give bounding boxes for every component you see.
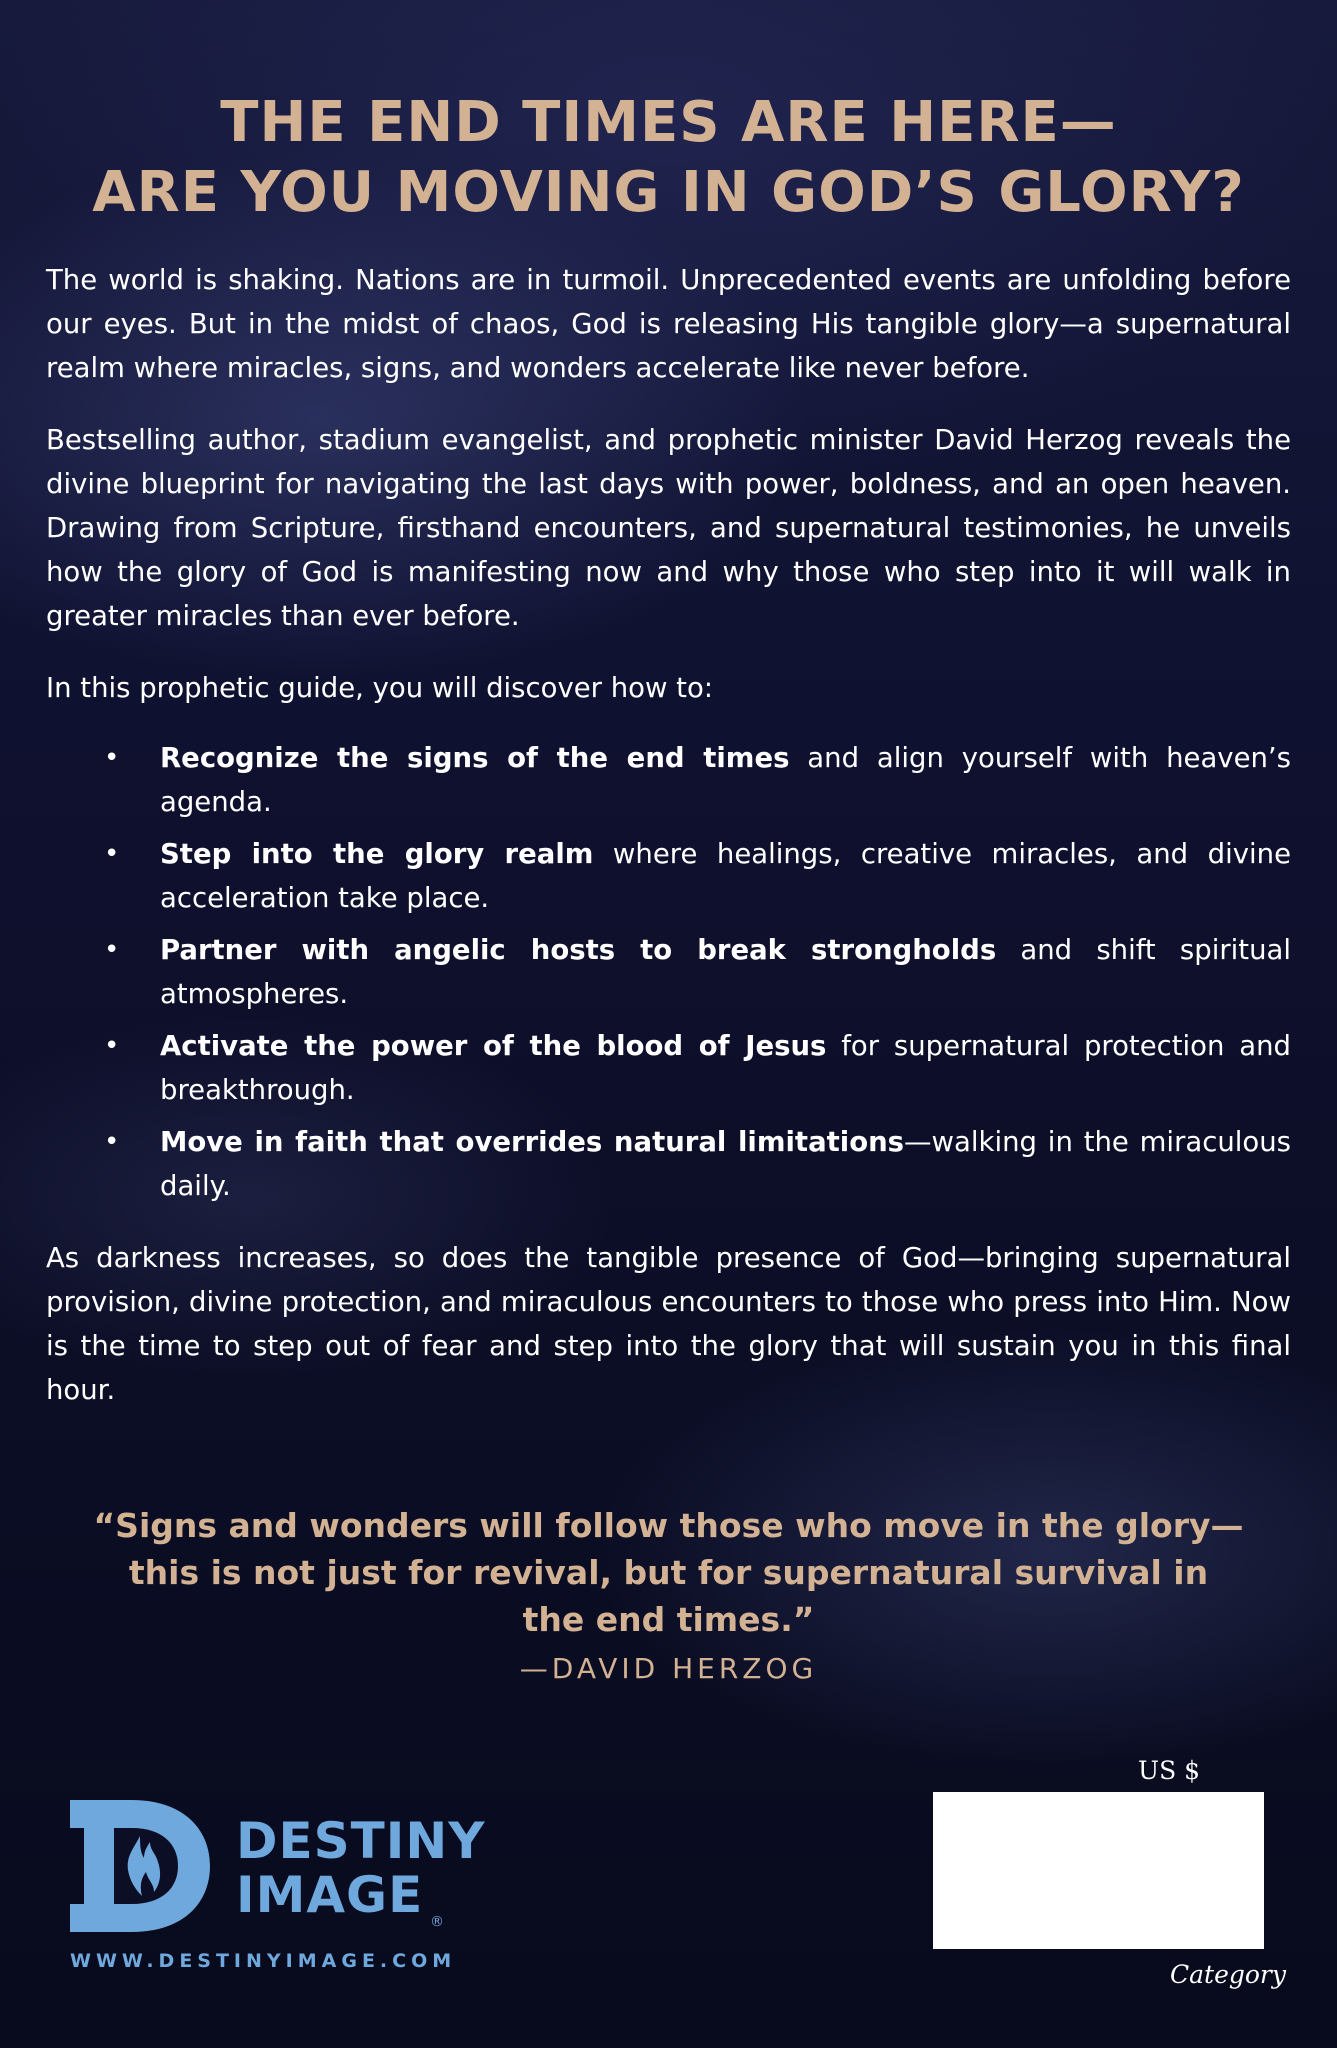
publisher-wordmark (236, 1814, 485, 1922)
list-item (46, 928, 1291, 1016)
paragraph-1: The world is shaking. Nations are in turmoil. Unprecedented events are unfolding before our eyes. But in the midst of chaos, God is releasing His tangible glory—a supernatural realm where miracles, signs, and wonders accelerate like never before. (46, 264, 1291, 384)
list-item (46, 1120, 1291, 1208)
quote-line-3: the end times.” (522, 1600, 815, 1639)
bullet-list (46, 736, 1291, 1208)
bullet-text: for supernatural protection and breakthrough. (160, 1030, 1291, 1106)
quote-line-1: “Signs and wonders will follow those who move in the glory— (93, 1506, 1244, 1545)
publisher-logo (70, 1800, 510, 1970)
headline-line-1: THE END TIMES ARE HERE— (220, 90, 1117, 155)
category-label: Category (1170, 1960, 1287, 1989)
pull-quote (0, 1502, 1337, 1643)
bullet-text: and shift spiritual atmospheres. (160, 934, 1291, 1010)
paragraph-2: Bestselling author, stadium evangelist, and prophetic minister David Herzog reveals the divine blueprint for navigating the last days with power, boldness, and an open heaven. Drawing from Scripture, firsthand encounters, and supernatural testimonies, he unveils how the glory of God is manifesting now and why those who step into it will walk in greater miracles than ever before. (46, 424, 1291, 632)
bullet-text: and align yourself with heaven’s agenda. (160, 742, 1291, 818)
registered-mark: ® (430, 1914, 444, 1930)
description (46, 258, 1291, 1440)
destiny-image-d-flame-icon (70, 1800, 210, 1932)
bullet-icon: • (104, 839, 120, 869)
quote-line-2: this is not just for revival, but for supernatural survival in (128, 1553, 1209, 1592)
bullet-bold: Step into the glory realm (160, 838, 594, 870)
list-item (46, 832, 1291, 920)
quote-attribution: —DAVID HERZOG (519, 1652, 818, 1685)
bullet-intro: In this prophetic guide, you will discover how to: (46, 672, 714, 704)
closing-paragraph: As darkness increases, so does the tangible presence of God—bringing supernatural provision, divine protection, and miraculous encounters to those who press into Him. Now is the time to step out of fear and step into the glory that will sustain you in this final hour. (46, 1242, 1291, 1406)
bullet-bold: Recognize the signs of the end times (160, 742, 790, 774)
bullet-icon: • (104, 743, 120, 773)
bullet-icon: • (104, 1031, 120, 1061)
bullet-text: where healings, creative miracles, and divine acceleration take place. (160, 838, 1291, 914)
bullet-bold: Partner with angelic hosts to break strongholds (160, 934, 997, 966)
barcode-placeholder (933, 1792, 1264, 1949)
list-item (46, 736, 1291, 824)
bullet-bold: Activate the power of the blood of Jesus (160, 1030, 827, 1062)
wordmark-line-2: IMAGE (236, 1866, 424, 1924)
bullet-bold: Move in faith that overrides natural limitations (160, 1126, 905, 1158)
headline-line-2: ARE YOU MOVING IN GOD’S GLORY? (92, 160, 1245, 225)
bullet-icon: • (104, 935, 120, 965)
headline (0, 88, 1337, 228)
price-label: US $ (1138, 1756, 1201, 1785)
wordmark-line-1: DESTINY (236, 1812, 486, 1870)
bullet-icon: • (104, 1127, 120, 1157)
list-item (46, 1024, 1291, 1112)
bullet-text: —walking in the miraculous daily. (160, 1126, 1292, 1202)
publisher-url: WWW.DESTINYIMAGE.COM (70, 1950, 457, 1972)
